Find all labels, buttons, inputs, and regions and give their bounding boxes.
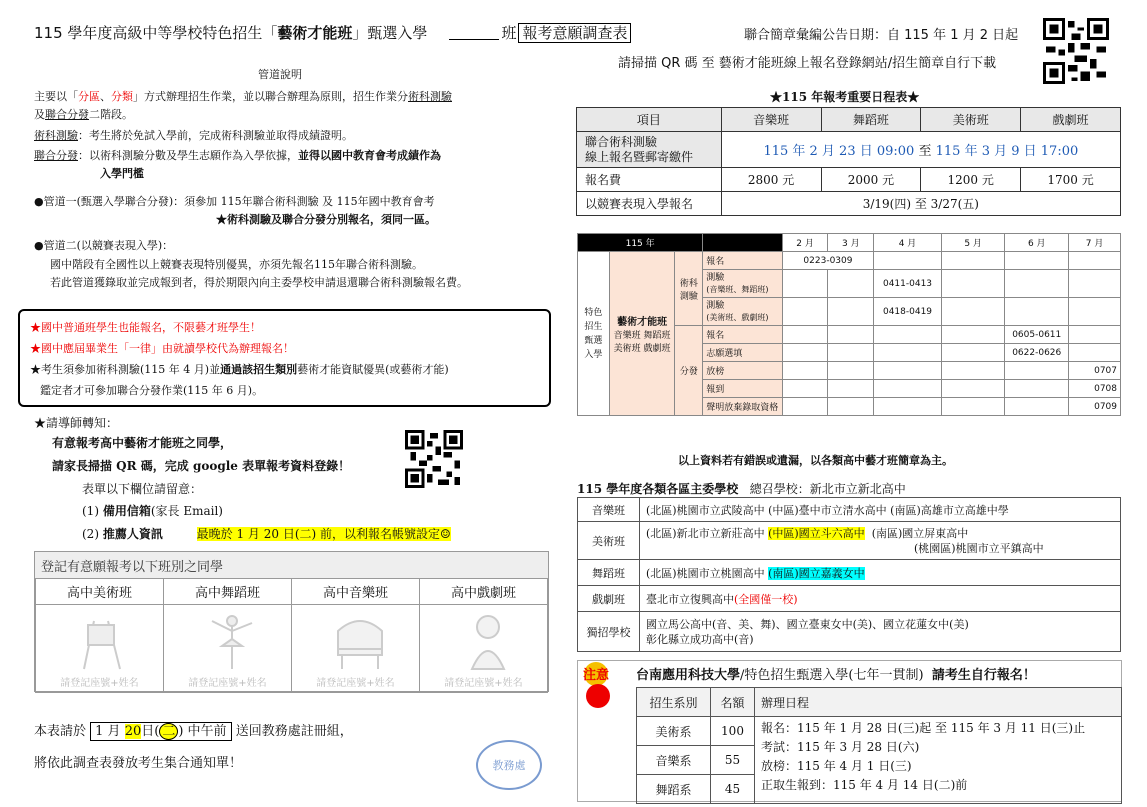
schedule-heading: ★115 年報考重要日程表★: [770, 90, 920, 104]
route-two-b: 國中階段有全國性以上競賽表現特別優異，亦須先報名115年聯合術科測驗。: [50, 258, 423, 271]
footer-line1: 本表請於 1 月 20日( 二 ) 中午前 送回教務處註冊組，: [34, 724, 353, 739]
notice-icon: [582, 662, 612, 708]
register-heading: 登記有意願報考以下班別之同學: [35, 552, 548, 578]
test-desc: 術科測驗：考生將於免試入學前，完成術科測驗並取得成績證明。: [34, 129, 353, 142]
publish-date: 聯合簡章彙編公告日期：自 115 年 1 月 2 日起: [744, 28, 1019, 43]
register-col: 高中美術班: [36, 579, 164, 605]
qr-code-icon[interactable]: [1043, 18, 1109, 84]
deadline-box: 1 月 20日( 二 ) 中午前: [90, 722, 231, 741]
qr-code-icon[interactable]: [405, 430, 463, 488]
route-one: ●管道一(甄選入學聯合分發)：須參加 115年聯合術科測驗 及 115年國中教育會考: [34, 195, 435, 208]
easel-icon: [74, 611, 134, 671]
register-table: [34, 551, 549, 692]
ballerina-icon: [202, 611, 262, 671]
timeline-table: 115 年 2 月 3 月 4 月 5 月 6 月 7 月 特色招生甄選入學 藝術才能班 音樂班 舞蹈班 美術班 戲劇班 術科測驗 報名 0223-0309 測驗 (音樂班、舞蹈班) 0411-0413 測驗 (美術班、戲劇班) 0418-0419 分發 報名 0605-0611 志願選填 0622-0626 放榜 0707 報到 0708 聲明放棄錄取資格 0709: [577, 233, 1121, 416]
teacher-heading: ★請導師轉知：: [34, 416, 119, 430]
register-cell-drama[interactable]: 請登記座號+姓名: [420, 605, 548, 693]
page-title: 115 學年度高級中等學校特色招生「藝術才能班」甄選入學 班 報考意願調查表: [34, 22, 631, 43]
alert-box: ★國中普通班學生也能報名，不限藝才班學生！ ★國中應屆畢業生「一律」由就讀學校代為辦理報名！ ★考生須參加術科測驗(115 年 4 月)並通過該招生類別藝術才能資賦優異(或藝術才能) 鑑定者才可參加聯合分發作業(115 年 6 月)。: [18, 309, 551, 407]
timeline-note: 以上資料若有錯誤或遺漏，以各類高中藝才班簡章為主。: [678, 454, 953, 467]
schedule-table: 項目 音樂班 舞蹈班 美術班 戲劇班 聯合術科測驗 線上報名暨郵寄繳件 115 年 2 月 23 日 09:00 至 115 年 3 月 9 日 17:00 報名費 2800 元 2000 元 1200 元 1700 元 以競賽表現入學報名 3/19(四) 至 3/27(五): [576, 107, 1121, 216]
register-cell-music[interactable]: 請登記座號+姓名: [292, 605, 420, 693]
tainan-table: 招生系別 名額 辦理日程 美術系 100 報名：115 年 1 月 28 日(三)起 至 115 年 3 月 11 日(三)止 考試：115 年 3 月 28 日(六) 放榜：115 年 4 月 1 日(三) 正取生報到：115 年 4 月 14 日(二)前 音樂系 55 舞蹈系 45: [636, 687, 1122, 804]
teacher-line3: 表單以下欄位請留意：: [82, 482, 203, 496]
office-stamp: 教務處: [476, 740, 542, 790]
route-two-c: 若此管道獲錄取並完成報到者，得於期限內向主委學校申請退還聯合術科測驗報名費。: [50, 276, 468, 289]
class-blank: [449, 26, 499, 40]
qr-note: 請掃描 QR 碼 至 藝術才能班線上報名登錄網站/招生簡章自行下載: [618, 56, 997, 71]
route-one-note: ★術科測驗及聯合分發分別報名，須同一區。: [216, 213, 436, 226]
route-two: ●管道二(以競賽表現入學)：: [34, 239, 174, 252]
schools-heading: 115 學年度各類各區主委學校 總召學校：新北市立新北高中: [577, 482, 906, 496]
footer-line2: 將依此調查表發放考生集合通知單！: [34, 756, 243, 771]
register-cell-art[interactable]: 請登記座號+姓名: [36, 605, 164, 693]
piano-icon: [330, 611, 390, 671]
teacher-item1: (1) 備用信箱(家長 Email): [82, 504, 223, 518]
teacher-item2: (2) 推薦人資訊 最晚於 1 月 20 日(二) 前，以利報名帳號設定☺: [82, 527, 451, 541]
teacher-line2: 請家長掃描 QR 碼，完成 google 表單報考資料登錄！: [52, 459, 351, 473]
teacher-line1: 有意報考高中藝術才能班之同學，: [52, 436, 233, 450]
register-cell-dance[interactable]: 請登記座號+姓名: [164, 605, 292, 693]
dist-desc-2: 入學門檻: [100, 167, 144, 180]
tainan-title: 台南應用科技大學/特色招生甄選入學(七年一貫制) 請考生自行報名！: [636, 668, 1036, 683]
svg-text:注意: 注意: [582, 668, 610, 683]
register-col: 高中戲劇班: [420, 579, 548, 605]
register-col: 高中舞蹈班: [164, 579, 292, 605]
pipeline-heading: 管道說明: [258, 68, 302, 81]
pipeline-intro: 主要以「分區、分類」方式辦理招生作業，並以聯合辦理為原則，招生作業分術科測驗 及聯合分發二階段。: [34, 90, 452, 121]
schools-table: 音樂班 (北區)桃園市立武陵高中 (中區)臺中市立清水高中 (南區)高雄市立高雄中學 美術班 (北區)新北市立新莊高中 (中區)國立斗六高中 (南區)國立屏東高中 (桃園區)桃園市立平鎮高中 舞蹈班 (北區)桃園市立桃園高中 (南區)國立嘉義女中 戲劇班 臺北市立復興高中(全國僅一校) 獨招學校 國立馬公高中(音、美、舞)、國立臺東女中(美)、國立花蓮女中(美) 彰化縣立成功高中(音): [577, 497, 1121, 652]
dist-desc: 聯合分發：以術科測驗分數及學生志願作為入學依據，並得以國中教育會考成績作為: [34, 149, 441, 162]
actress-icon: [458, 611, 518, 671]
register-col: 高中音樂班: [292, 579, 420, 605]
